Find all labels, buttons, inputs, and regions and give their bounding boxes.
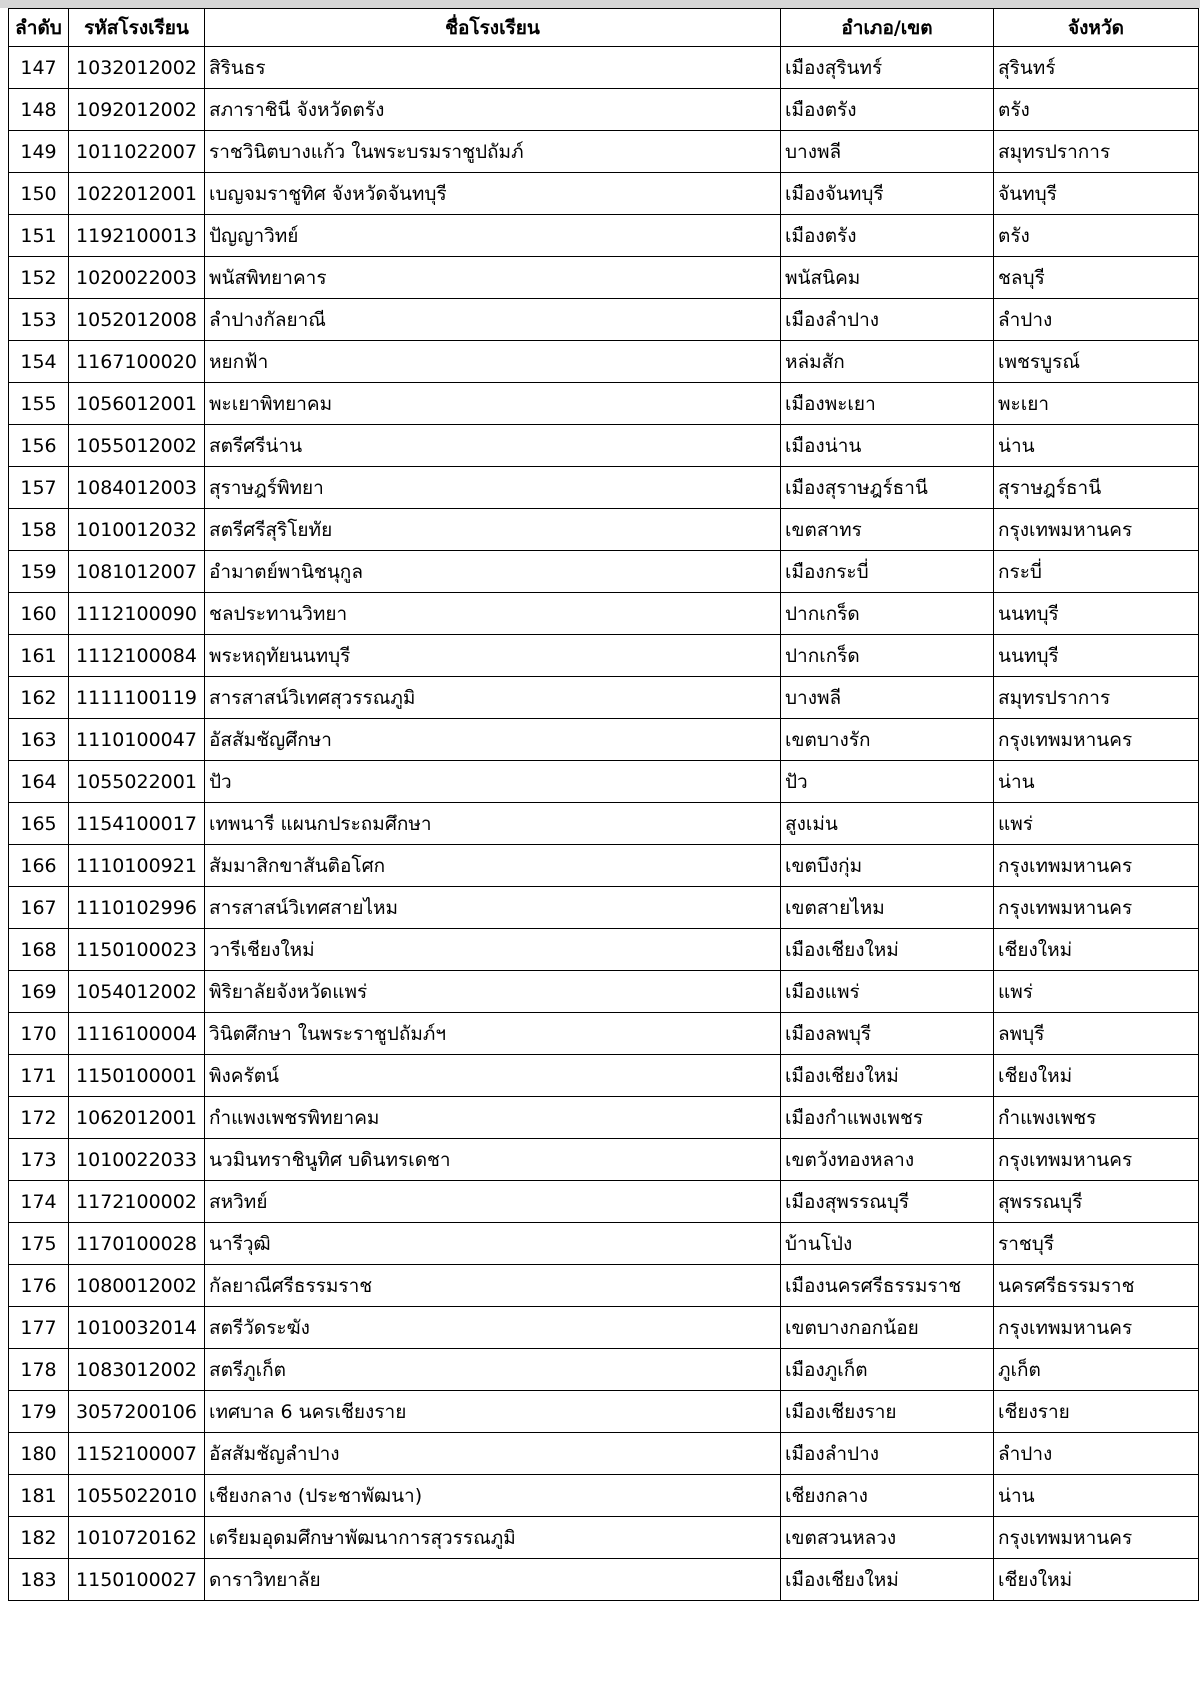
cell-school-code: 1092012002 xyxy=(69,89,205,131)
cell-province: ภูเก็ต xyxy=(994,1349,1199,1391)
cell-school-code: 1080012002 xyxy=(69,1265,205,1307)
cell-school-code: 1022012001 xyxy=(69,173,205,215)
cell-school-name: หยกฟ้า xyxy=(205,341,781,383)
cell-school-name: สารสาสน์วิเทศสายไหม xyxy=(205,887,781,929)
cell-order: 172 xyxy=(9,1097,69,1139)
cell-school-name: ลำปางกัลยาณี xyxy=(205,299,781,341)
cell-school-code: 1081012007 xyxy=(69,551,205,593)
table-row xyxy=(9,1349,1199,1391)
cell-school-code: 1172100002 xyxy=(69,1181,205,1223)
cell-district: เมืองจันทบุรี xyxy=(781,173,994,215)
cell-province: นครศรีธรรมราช xyxy=(994,1265,1199,1307)
cell-order: 176 xyxy=(9,1265,69,1307)
cell-school-code: 3057200106 xyxy=(69,1391,205,1433)
cell-order: 160 xyxy=(9,593,69,635)
cell-district: เขตวังทองหลาง xyxy=(781,1139,994,1181)
table-row xyxy=(9,215,1199,257)
cell-district: ปากเกร็ด xyxy=(781,593,994,635)
cell-order: 150 xyxy=(9,173,69,215)
top-scroll-edge xyxy=(0,0,1200,8)
cell-district: เขตบึงกุ่ม xyxy=(781,845,994,887)
cell-school-code: 1083012002 xyxy=(69,1349,205,1391)
cell-district: เชียงกลาง xyxy=(781,1475,994,1517)
cell-school-code: 1054012002 xyxy=(69,971,205,1013)
cell-school-name: พิงครัตน์ xyxy=(205,1055,781,1097)
cell-school-code: 1010032014 xyxy=(69,1307,205,1349)
cell-district: เมืองภูเก็ต xyxy=(781,1349,994,1391)
cell-school-code: 1112100090 xyxy=(69,593,205,635)
cell-school-code: 1055022001 xyxy=(69,761,205,803)
cell-order: 149 xyxy=(9,131,69,173)
cell-province: เชียงใหม่ xyxy=(994,1055,1199,1097)
cell-school-name: สตรีศรีน่าน xyxy=(205,425,781,467)
cell-province: ตรัง xyxy=(994,89,1199,131)
cell-province: ลำปาง xyxy=(994,1433,1199,1475)
cell-order: 171 xyxy=(9,1055,69,1097)
cell-district: บางพลี xyxy=(781,131,994,173)
cell-school-name: ชลประทานวิทยา xyxy=(205,593,781,635)
cell-district: เมืองตรัง xyxy=(781,215,994,257)
cell-district: เมืองลำปาง xyxy=(781,1433,994,1475)
cell-district: เขตสายไหม xyxy=(781,887,994,929)
cell-school-code: 1110100047 xyxy=(69,719,205,761)
cell-school-name: กำแพงเพชรพิทยาคม xyxy=(205,1097,781,1139)
cell-order: 177 xyxy=(9,1307,69,1349)
cell-school-name: พิริยาลัยจังหวัดแพร่ xyxy=(205,971,781,1013)
cell-province: กรุงเทพมหานคร xyxy=(994,887,1199,929)
cell-province: สมุทรปราการ xyxy=(994,131,1199,173)
table-row xyxy=(9,1265,1199,1307)
cell-school-code: 1150100027 xyxy=(69,1559,205,1601)
cell-school-name: เทศบาล 6 นครเชียงราย xyxy=(205,1391,781,1433)
table-row xyxy=(9,887,1199,929)
cell-order: 148 xyxy=(9,89,69,131)
cell-order: 182 xyxy=(9,1517,69,1559)
cell-school-code: 1150100001 xyxy=(69,1055,205,1097)
cell-school-code: 1020022003 xyxy=(69,257,205,299)
cell-school-name: นวมินทราชินูทิศ บดินทรเดชา xyxy=(205,1139,781,1181)
table-row xyxy=(9,1139,1199,1181)
cell-order: 167 xyxy=(9,887,69,929)
cell-school-name: พนัสพิทยาคาร xyxy=(205,257,781,299)
cell-school-code: 1052012008 xyxy=(69,299,205,341)
cell-school-name: สตรีศรีสุริโยทัย xyxy=(205,509,781,551)
cell-school-name: สารสาสน์วิเทศสุวรรณภูมิ xyxy=(205,677,781,719)
cell-school-code: 1084012003 xyxy=(69,467,205,509)
header-row xyxy=(9,9,1199,47)
cell-school-name: สิรินธร xyxy=(205,47,781,89)
cell-order: 163 xyxy=(9,719,69,761)
cell-district: เมืองตรัง xyxy=(781,89,994,131)
table-row xyxy=(9,89,1199,131)
cell-district: สูงเม่น xyxy=(781,803,994,845)
cell-order: 154 xyxy=(9,341,69,383)
table-row xyxy=(9,1055,1199,1097)
cell-order: 164 xyxy=(9,761,69,803)
cell-order: 159 xyxy=(9,551,69,593)
cell-school-name: วารีเชียงใหม่ xyxy=(205,929,781,971)
cell-province: กรุงเทพมหานคร xyxy=(994,1307,1199,1349)
cell-order: 152 xyxy=(9,257,69,299)
cell-order: 178 xyxy=(9,1349,69,1391)
cell-order: 166 xyxy=(9,845,69,887)
cell-district: เมืองพะเยา xyxy=(781,383,994,425)
table-row xyxy=(9,257,1199,299)
cell-province: แพร่ xyxy=(994,971,1199,1013)
cell-school-name: นารีวุฒิ xyxy=(205,1223,781,1265)
cell-school-name: สุราษฎร์พิทยา xyxy=(205,467,781,509)
cell-district: เมืองลำปาง xyxy=(781,299,994,341)
cell-school-code: 1056012001 xyxy=(69,383,205,425)
cell-province: สุรินทร์ xyxy=(994,47,1199,89)
cell-district: เมืองกำแพงเพชร xyxy=(781,1097,994,1139)
cell-province: กรุงเทพมหานคร xyxy=(994,509,1199,551)
cell-school-code: 1167100020 xyxy=(69,341,205,383)
table-row xyxy=(9,1307,1199,1349)
cell-order: 156 xyxy=(9,425,69,467)
table-row xyxy=(9,1391,1199,1433)
header-order: ลำดับ xyxy=(9,9,69,47)
cell-school-name: สภาราชินี จังหวัดตรัง xyxy=(205,89,781,131)
header-province: จังหวัด xyxy=(994,9,1199,47)
table-body xyxy=(9,47,1199,1601)
header-school-name: ชื่อโรงเรียน xyxy=(205,9,781,47)
cell-province: แพร่ xyxy=(994,803,1199,845)
cell-district: เขตสาทร xyxy=(781,509,994,551)
cell-school-name: วินิตศึกษา ในพระราชูปถัมภ์ฯ xyxy=(205,1013,781,1055)
table-row xyxy=(9,551,1199,593)
cell-school-code: 1111100119 xyxy=(69,677,205,719)
cell-province: ชลบุรี xyxy=(994,257,1199,299)
table-row xyxy=(9,677,1199,719)
table-row xyxy=(9,47,1199,89)
cell-province: น่าน xyxy=(994,1475,1199,1517)
cell-school-code: 1110102996 xyxy=(69,887,205,929)
cell-district: เขตสวนหลวง xyxy=(781,1517,994,1559)
cell-district: เมืองน่าน xyxy=(781,425,994,467)
table-row xyxy=(9,509,1199,551)
cell-school-code: 1154100017 xyxy=(69,803,205,845)
cell-order: 181 xyxy=(9,1475,69,1517)
cell-district: เขตบางกอกน้อย xyxy=(781,1307,994,1349)
cell-school-name: อำมาตย์พานิชนุกูล xyxy=(205,551,781,593)
cell-school-name: ปัญญาวิทย์ xyxy=(205,215,781,257)
table-row xyxy=(9,1475,1199,1517)
cell-province: นนทบุรี xyxy=(994,593,1199,635)
cell-school-name: พะเยาพิทยาคม xyxy=(205,383,781,425)
cell-school-code: 1170100028 xyxy=(69,1223,205,1265)
table-row xyxy=(9,425,1199,467)
cell-school-code: 1112100084 xyxy=(69,635,205,677)
cell-district: เมืองเชียงใหม่ xyxy=(781,1559,994,1601)
table-row xyxy=(9,383,1199,425)
cell-province: กำแพงเพชร xyxy=(994,1097,1199,1139)
cell-school-code: 1010720162 xyxy=(69,1517,205,1559)
table-row xyxy=(9,971,1199,1013)
cell-school-code: 1192100013 xyxy=(69,215,205,257)
cell-order: 174 xyxy=(9,1181,69,1223)
cell-school-name: พระหฤทัยนนทบุรี xyxy=(205,635,781,677)
cell-order: 165 xyxy=(9,803,69,845)
cell-order: 175 xyxy=(9,1223,69,1265)
cell-school-code: 1062012001 xyxy=(69,1097,205,1139)
cell-school-name: สหวิทย์ xyxy=(205,1181,781,1223)
cell-order: 170 xyxy=(9,1013,69,1055)
cell-order: 168 xyxy=(9,929,69,971)
cell-province: เพชรบูรณ์ xyxy=(994,341,1199,383)
cell-district: บางพลี xyxy=(781,677,994,719)
school-table xyxy=(8,8,1199,1601)
cell-school-code: 1152100007 xyxy=(69,1433,205,1475)
cell-school-code: 1055022010 xyxy=(69,1475,205,1517)
cell-school-name: เบญจมราชูทิศ จังหวัดจันทบุรี xyxy=(205,173,781,215)
cell-province: น่าน xyxy=(994,425,1199,467)
cell-school-name: เทพนารี แผนกประถมศึกษา xyxy=(205,803,781,845)
table-row xyxy=(9,761,1199,803)
cell-province: จันทบุรี xyxy=(994,173,1199,215)
cell-province: กรุงเทพมหานคร xyxy=(994,719,1199,761)
cell-school-name: สัมมาสิกขาสันติอโศก xyxy=(205,845,781,887)
table-row xyxy=(9,1559,1199,1601)
cell-school-name: ปัว xyxy=(205,761,781,803)
table-row xyxy=(9,719,1199,761)
cell-order: 151 xyxy=(9,215,69,257)
cell-district: เมืองแพร่ xyxy=(781,971,994,1013)
cell-order: 183 xyxy=(9,1559,69,1601)
cell-province: ลำปาง xyxy=(994,299,1199,341)
cell-province: ราชบุรี xyxy=(994,1223,1199,1265)
cell-district: เขตบางรัก xyxy=(781,719,994,761)
table-row xyxy=(9,1223,1199,1265)
table-header xyxy=(9,9,1199,47)
cell-school-code: 1032012002 xyxy=(69,47,205,89)
table-row xyxy=(9,467,1199,509)
cell-district: หล่มสัก xyxy=(781,341,994,383)
cell-province: สมุทรปราการ xyxy=(994,677,1199,719)
table-row xyxy=(9,845,1199,887)
cell-school-name: เตรียมอุดมศึกษาพัฒนาการสุวรรณภูมิ xyxy=(205,1517,781,1559)
cell-school-code: 1010022033 xyxy=(69,1139,205,1181)
table-row xyxy=(9,1013,1199,1055)
cell-school-name: สตรีภูเก็ต xyxy=(205,1349,781,1391)
cell-province: กรุงเทพมหานคร xyxy=(994,845,1199,887)
cell-district: เมืองสุราษฎร์ธานี xyxy=(781,467,994,509)
cell-school-name: เชียงกลาง (ประชาพัฒนา) xyxy=(205,1475,781,1517)
cell-school-code: 1116100004 xyxy=(69,1013,205,1055)
cell-province: ลพบุรี xyxy=(994,1013,1199,1055)
cell-order: 162 xyxy=(9,677,69,719)
cell-province: ตรัง xyxy=(994,215,1199,257)
cell-order: 173 xyxy=(9,1139,69,1181)
cell-district: พนัสนิคม xyxy=(781,257,994,299)
cell-order: 180 xyxy=(9,1433,69,1475)
cell-school-name: ดาราวิทยาลัย xyxy=(205,1559,781,1601)
cell-school-code: 1110100921 xyxy=(69,845,205,887)
table-row xyxy=(9,929,1199,971)
cell-order: 158 xyxy=(9,509,69,551)
cell-province: น่าน xyxy=(994,761,1199,803)
cell-province: กระบี่ xyxy=(994,551,1199,593)
cell-district: เมืองเชียงใหม่ xyxy=(781,1055,994,1097)
cell-district: เมืองนครศรีธรรมราช xyxy=(781,1265,994,1307)
cell-district: เมืองลพบุรี xyxy=(781,1013,994,1055)
cell-school-code: 1150100023 xyxy=(69,929,205,971)
cell-school-name: อัสสัมชัญลำปาง xyxy=(205,1433,781,1475)
document-page xyxy=(8,8,1200,1698)
table-row xyxy=(9,1517,1199,1559)
cell-school-name: อัสสัมชัญศึกษา xyxy=(205,719,781,761)
cell-district: เมืองเชียงราย xyxy=(781,1391,994,1433)
table-row xyxy=(9,1433,1199,1475)
cell-province: เชียงราย xyxy=(994,1391,1199,1433)
cell-district: เมืองเชียงใหม่ xyxy=(781,929,994,971)
cell-province: สุพรรณบุรี xyxy=(994,1181,1199,1223)
cell-province: สุราษฎร์ธานี xyxy=(994,467,1199,509)
cell-school-code: 1055012002 xyxy=(69,425,205,467)
table-row xyxy=(9,131,1199,173)
cell-district: บ้านโป่ง xyxy=(781,1223,994,1265)
header-school-code: รหัสโรงเรียน xyxy=(69,9,205,47)
cell-district: เมืองสุรินทร์ xyxy=(781,47,994,89)
cell-school-code: 1011022007 xyxy=(69,131,205,173)
cell-province: พะเยา xyxy=(994,383,1199,425)
table-row xyxy=(9,173,1199,215)
table-row xyxy=(9,1181,1199,1223)
cell-province: นนทบุรี xyxy=(994,635,1199,677)
cell-province: กรุงเทพมหานคร xyxy=(994,1139,1199,1181)
cell-order: 169 xyxy=(9,971,69,1013)
table-row xyxy=(9,593,1199,635)
cell-district: ปากเกร็ด xyxy=(781,635,994,677)
cell-district: เมืองสุพรรณบุรี xyxy=(781,1181,994,1223)
cell-order: 153 xyxy=(9,299,69,341)
cell-province: เชียงใหม่ xyxy=(994,1559,1199,1601)
cell-order: 155 xyxy=(9,383,69,425)
cell-district: เมืองกระบี่ xyxy=(781,551,994,593)
header-district: อำเภอ/เขต xyxy=(781,9,994,47)
table-row xyxy=(9,1097,1199,1139)
table-row xyxy=(9,341,1199,383)
table-row xyxy=(9,635,1199,677)
cell-order: 161 xyxy=(9,635,69,677)
cell-school-code: 1010012032 xyxy=(69,509,205,551)
cell-district: ปัว xyxy=(781,761,994,803)
cell-school-name: สตรีวัดระฆัง xyxy=(205,1307,781,1349)
cell-order: 157 xyxy=(9,467,69,509)
cell-order: 147 xyxy=(9,47,69,89)
table-row xyxy=(9,299,1199,341)
cell-order: 179 xyxy=(9,1391,69,1433)
cell-school-name: กัลยาณีศรีธรรมราช xyxy=(205,1265,781,1307)
cell-province: กรุงเทพมหานคร xyxy=(994,1517,1199,1559)
table-row xyxy=(9,803,1199,845)
cell-school-name: ราชวินิตบางแก้ว ในพระบรมราชูปถัมภ์ xyxy=(205,131,781,173)
cell-province: เชียงใหม่ xyxy=(994,929,1199,971)
